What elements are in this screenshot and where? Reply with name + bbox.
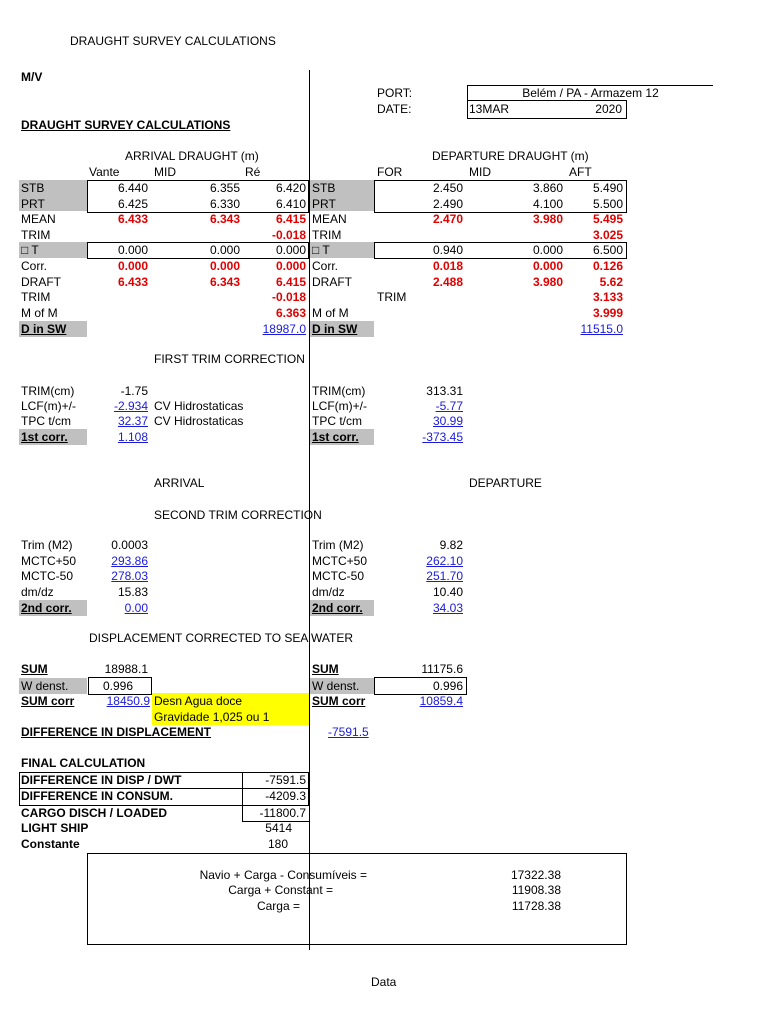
footer-data-label: Data xyxy=(371,975,397,989)
dep-corr-f: 0.018 xyxy=(432,259,463,273)
difference-displacement-value[interactable]: -7591.5 xyxy=(328,725,369,739)
dep-draft-a: 5.62 xyxy=(599,275,623,289)
arr-1st-corr-label: 1st corr. xyxy=(21,430,68,444)
final-row-1-value: -7591.5 xyxy=(265,773,306,787)
dep-dinsw-label: D in SW xyxy=(312,322,358,336)
dep-prt-f: 2.490 xyxy=(432,197,463,211)
dep-2nd-corr-label: 2nd corr. xyxy=(312,601,363,615)
final-row-5-value: 180 xyxy=(267,837,288,851)
dep-sumcorr[interactable]: 10859.4 xyxy=(419,694,463,708)
arr-mean-v: 6.433 xyxy=(117,212,148,226)
dep-prt-label: PRT xyxy=(312,197,336,211)
arr-tpc-note: CV Hidrostaticas xyxy=(154,414,244,428)
arr-dinsw-r[interactable]: 18987.0 xyxy=(262,322,306,336)
final-row-5-label: Constante xyxy=(21,837,80,851)
summary-1-label: Navio + Carga - Consumíveis = xyxy=(199,868,367,882)
dep-trimcm: 313.31 xyxy=(426,384,463,398)
arr-mean-m: 6.343 xyxy=(209,212,240,226)
arr-dt-v: 0.000 xyxy=(117,243,148,257)
port-value: Belém / PA - Armazem 12 xyxy=(522,86,659,100)
first-trim-heading: FIRST TRIM CORRECTION xyxy=(154,352,305,366)
final-row-4-value: 5414 xyxy=(265,821,292,835)
stb-label: STB xyxy=(21,181,45,195)
dep-sum-label: SUM xyxy=(312,662,339,676)
arr-trimm2: 0.0003 xyxy=(111,538,148,552)
arr-corr-m: 0.000 xyxy=(209,259,240,273)
arr-trimm2-label: Trim (M2) xyxy=(21,538,73,552)
arrival-label: ARRIVAL xyxy=(154,476,205,490)
arr-1st-corr[interactable]: 1.108 xyxy=(117,430,148,444)
arr-prt-m: 6.330 xyxy=(209,197,240,211)
arr-mean-r: 6.415 xyxy=(275,212,306,226)
summary-3-value: 11728.38 xyxy=(511,899,561,913)
dep-2nd-corr[interactable]: 34.03 xyxy=(432,601,463,615)
col-aft: AFT xyxy=(569,165,592,179)
summary-3-label: Carga = xyxy=(256,899,300,913)
arr-prt-r: 6.410 xyxy=(275,197,306,211)
prt-label: PRT xyxy=(21,197,45,211)
arr-sum: 18988.1 xyxy=(104,662,148,676)
dep-trimcm-label: TRIM(cm) xyxy=(312,384,366,398)
date-value-day: 13MAR xyxy=(469,102,510,116)
dt-label: □ T xyxy=(21,243,39,257)
dep-dt-a: 6.500 xyxy=(592,243,623,257)
dep-trimm2-label: Trim (M2) xyxy=(312,538,364,552)
date-value-year: 2020 xyxy=(595,102,622,116)
dep-lcf-label: LCF(m)+/- xyxy=(312,399,367,413)
dep-stb-label: STB xyxy=(312,181,336,195)
arr-2nd-corr[interactable]: 0.00 xyxy=(124,601,148,615)
dep-dmdz: 10.40 xyxy=(432,585,463,599)
dep-dt-label: □ T xyxy=(312,243,330,257)
arr-draft-v: 6.433 xyxy=(117,275,148,289)
col-vante: Vante xyxy=(89,165,120,179)
final-row-4-label: LIGHT SHIP xyxy=(21,821,89,835)
fresh-water-note-2: Gravidade 1,025 ou 1 xyxy=(154,710,270,724)
final-row-2-label: DIFFERENCE IN CONSUM. xyxy=(21,789,174,803)
final-row-3-value: -11800.7 xyxy=(259,806,306,820)
arr-trimcm: -1.75 xyxy=(120,384,148,398)
arr-trim2-r: -0.018 xyxy=(271,290,306,304)
dep-draft-label: DRAFT xyxy=(312,275,352,289)
dep-corr-label: Corr. xyxy=(312,259,339,273)
dep-dmdz-label: dm/dz xyxy=(312,585,345,599)
summary-2-label: Carga + Constant = xyxy=(228,883,333,897)
dep-stb-m: 3.860 xyxy=(532,181,563,195)
summary-2-value: 11908.38 xyxy=(511,883,561,897)
dep-1st-corr[interactable]: -373.45 xyxy=(422,430,463,444)
dep-stb-a: 5.490 xyxy=(592,181,623,195)
departure-heading: DEPARTURE DRAUGHT (m) xyxy=(432,149,589,163)
dep-trimm2: 9.82 xyxy=(439,538,463,552)
arr-lcf[interactable]: -2.934 xyxy=(113,399,148,413)
arr-dt-r: 0.000 xyxy=(275,243,306,257)
final-row-1-label: DIFFERENCE IN DISP / DWT xyxy=(21,773,182,787)
section-title: DRAUGHT SURVEY CALCULATIONS xyxy=(21,118,231,132)
arrival-heading: ARRIVAL DRAUGHT (m) xyxy=(125,149,259,163)
fresh-water-note-1: Desn Agua doce xyxy=(154,694,243,708)
arr-stb-v: 6.440 xyxy=(117,181,148,195)
col-mid: MID xyxy=(154,165,176,179)
dep-corr-m: 0.000 xyxy=(532,259,563,273)
col-mid-dep: MID xyxy=(469,165,491,179)
draft-label: DRAFT xyxy=(21,275,61,289)
arr-dmdz: 15.83 xyxy=(117,585,148,599)
arr-trimcm-label: TRIM(cm) xyxy=(21,384,75,398)
dep-mofm-a: 3.999 xyxy=(592,306,623,320)
dep-prt-m: 4.100 xyxy=(532,197,563,211)
dep-stb-f: 2.450 xyxy=(432,181,463,195)
port-label: PORT: xyxy=(377,86,413,100)
dep-mean-f: 2.470 xyxy=(432,212,463,226)
displacement-heading: DISPLACEMENT CORRECTED TO SEA WATER xyxy=(89,631,354,645)
port-mid-border xyxy=(467,100,627,101)
arr-dmdz-label: dm/dz xyxy=(21,585,54,599)
dep-mctcp-label: MCTC+50 xyxy=(312,554,368,568)
dep-dt-m: 0.000 xyxy=(532,243,563,257)
dep-sum: 11175.6 xyxy=(421,662,463,676)
arr-wdenst: 0.996 xyxy=(102,679,133,693)
trim2-label: TRIM xyxy=(21,290,51,304)
date-label: DATE: xyxy=(377,102,412,116)
arr-stb-r: 6.420 xyxy=(275,181,306,195)
arr-mctcm-label: MCTC-50 xyxy=(21,569,74,583)
dep-prt-a: 5.500 xyxy=(592,197,623,211)
corr-label: Corr. xyxy=(21,259,48,273)
dep-trim-a: 3.025 xyxy=(592,228,623,242)
document-title: DRAUGHT SURVEY CALCULATIONS xyxy=(70,34,276,48)
final-value-col-line xyxy=(242,772,243,822)
arr-draft-r: 6.415 xyxy=(275,275,306,289)
arr-lcf-label: LCF(m)+/- xyxy=(21,399,76,413)
arr-tpc-label: TPC t/cm xyxy=(21,414,71,428)
mofm-label: M of M xyxy=(21,306,58,320)
final-row-2-value: -4209.3 xyxy=(265,789,306,803)
dep-wdenst-label: W denst. xyxy=(312,679,360,693)
dep-draft-f: 2.488 xyxy=(432,275,463,289)
dep-trim2-label: TRIM xyxy=(377,290,407,304)
arr-draft-m: 6.343 xyxy=(209,275,240,289)
arr-prt-v: 6.425 xyxy=(117,197,148,211)
date-bottom-border xyxy=(467,118,627,119)
arr-sumcorr[interactable]: 18450.9 xyxy=(106,694,150,708)
dep-mean-label: MEAN xyxy=(312,212,347,226)
arr-mofm-r: 6.363 xyxy=(275,306,306,320)
trim-label: TRIM xyxy=(21,228,51,242)
final-row-3-label: CARGO DISCH / LOADED xyxy=(21,806,168,820)
col-for: FOR xyxy=(377,165,403,179)
dep-mean-a: 5.495 xyxy=(592,212,623,226)
second-trim-heading: SECOND TRIM CORRECTION xyxy=(154,508,322,522)
arr-mctcm[interactable]: 278.03 xyxy=(111,569,148,583)
dep-lcf[interactable]: -5.77 xyxy=(435,399,463,413)
arr-corr-v: 0.000 xyxy=(117,259,148,273)
arr-dt-m: 0.000 xyxy=(209,243,240,257)
dep-mofm-label: M of M xyxy=(312,306,349,320)
difference-displacement-label: DIFFERENCE IN DISPLACEMENT xyxy=(21,725,212,739)
dep-trim-label: TRIM xyxy=(312,228,342,242)
arr-wdenst-label: W denst. xyxy=(21,679,69,693)
dep-mctcp[interactable]: 262.10 xyxy=(426,554,463,568)
dep-draft-m: 3.980 xyxy=(532,275,563,289)
dep-tpc[interactable]: 30.99 xyxy=(432,414,463,428)
dinsw-label: D in SW xyxy=(21,322,67,336)
arr-tpc[interactable]: 32.37 xyxy=(117,414,148,428)
col-re: Ré xyxy=(245,165,261,179)
dep-mctcm[interactable]: 251.70 xyxy=(426,569,463,583)
dep-mean-m: 3.980 xyxy=(532,212,563,226)
mv-label: M/V xyxy=(21,70,43,84)
arr-sumcorr-label: SUM corr xyxy=(21,694,75,708)
arr-2nd-corr-label: 2nd corr. xyxy=(21,601,72,615)
summary-1-value: 17322.38 xyxy=(510,868,561,882)
arr-mctcp-label: MCTC+50 xyxy=(21,554,77,568)
arr-lcf-note: CV Hidrostaticas xyxy=(154,399,244,413)
date-right-border xyxy=(626,100,627,119)
final-calculation-heading: FINAL CALCULATION xyxy=(21,756,146,770)
arr-stb-m: 6.355 xyxy=(209,181,240,195)
dep-dt-f: 0.940 xyxy=(432,243,463,257)
dep-trim2-a: 3.133 xyxy=(592,290,623,304)
dep-tpc-label: TPC t/cm xyxy=(312,414,362,428)
mean-label: MEAN xyxy=(21,212,56,226)
dep-mctcm-label: MCTC-50 xyxy=(312,569,365,583)
departure-label: DEPARTURE xyxy=(469,476,542,490)
arr-corr-r: 0.000 xyxy=(275,259,306,273)
dep-dinsw-a[interactable]: 11515.0 xyxy=(580,322,623,336)
dep-wdenst: 0.996 xyxy=(432,679,463,693)
dep-corr-a: 0.126 xyxy=(592,259,623,273)
dep-1st-corr-label: 1st corr. xyxy=(312,430,359,444)
dep-sumcorr-label: SUM corr xyxy=(312,694,366,708)
arr-trim-r: -0.018 xyxy=(271,228,306,242)
arr-mctcp[interactable]: 293.86 xyxy=(111,554,148,568)
arr-sum-label: SUM xyxy=(21,662,48,676)
